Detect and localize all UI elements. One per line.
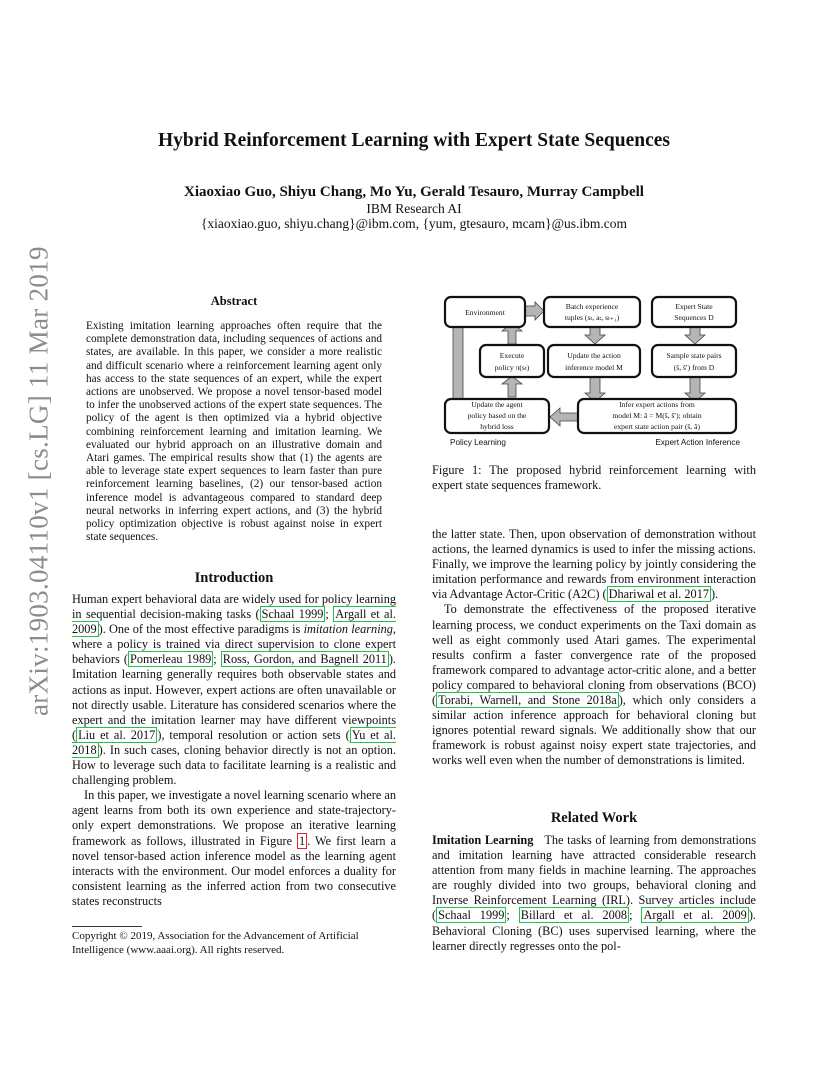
infer-label-3: expert state action pair (ŝ, â) (613, 422, 701, 431)
citation-link[interactable]: Argall et al. 2009 (72, 607, 396, 637)
figure-caption: Figure 1: The proposed hybrid reinforcement learning with expert state sequences framework. (432, 463, 756, 493)
citation-link[interactable]: Ross, Gordon, and Bagnell 2011 (222, 652, 387, 667)
citation-link[interactable]: Yu et al. 2018 (72, 727, 396, 757)
affiliation: IBM Research AI (366, 201, 462, 216)
update-agent-label-2: policy based on the (467, 411, 527, 420)
abstract-text: Existing imitation learning approaches often require that the complete demonstration data, including sequences of actions and states, are available. In this paper, we consider a more realistic and difficult scenario where a reinforcement learning agent only has access to the state sequences of an expert, while the expert actions are unobserved. We propose a novel tensor-based model to infer the unobserved actions of the expert state sequences. The policy of the agent is then optimized via a hybrid objective combining reinforcement learning and imitation learning. We evaluated our hybrid approach on an illustrative domain and Atari games. The empirical results show that (1) the agents are able to leverage state expert sequences to learn faster than pure reinforcement learning baselines, (2) our tensor-based action inference model is advantageous compared to standard deep neural networks in inferring expert actions, and (3) the hybrid policy optimization objective is robust against noise in expert state sequences. (86, 320, 382, 544)
execute-label-1: Execute (499, 351, 525, 360)
batch-label-2: tuples (sₜ, aₜ, sₜ₊₁) (564, 313, 620, 322)
flow-arrow (550, 408, 578, 426)
abstract-heading: Abstract (210, 294, 258, 308)
update-agent-label-1: Update the agent (471, 400, 523, 409)
footnote-rule (72, 926, 142, 927)
execute-policy-box (480, 345, 544, 377)
intro-paragraph-2: In this paper, we investigate a novel learning scenario where an agent learns from both its own experience and state-trajectory-only expert demonstrations. We propose an iterative learning framework as follows, illustrated in Figure 1 . We first learn a novel tensor-based action inference model as the learning agent interacts with the environment. Our model enforces a duality for consistent learning as the inferred action from two consecutive states reconstructs (72, 788, 396, 908)
citation-link[interactable]: Schaal 1999 (438, 908, 505, 923)
infer-label-2: model M: â = M(ŝ, ŝ′); obtain (612, 411, 702, 420)
figure-ref-link[interactable]: 1 (299, 833, 306, 848)
citation-link[interactable]: Dhariwal et al. 2017 (608, 587, 709, 602)
sample-label-2: (ŝ, ŝ′) from D (673, 363, 715, 372)
right-paragraph-2: To demonstrate the effectiveness of the proposed iterative learning process, we conduct experiments on the Taxi domain as well as eight commonly used Atari games. The experimental results confirm a faster convergence rate of the proposed framework compared to advantage actor-critic alone, and a better policy compared to behavioral cloning from observations (BCO) ( Torabi, Warnell, and Stone 2018a ), which only considers a similar action inference approach for behavioral cloning but ignores potential reward signals. We additionally show that our framework is robust against noisy expert state trajectories, and works well even when the number of demonstrations is limited. (432, 602, 756, 768)
batch-label-1: Batch experience (565, 302, 619, 311)
expert-action-inference-label: Expert Action Inference (655, 438, 740, 447)
arxiv-identifier: arXiv:1903.04110v1 [cs.LG] 11 Mar 2019 (23, 246, 54, 716)
environment-label: Environment (465, 308, 505, 317)
right-paragraph-1: the latter state. Then, upon observation of demonstration without actions, the learned dynamics is used to infer the missing actions. Finally, we improve the learning policy by jointly considering the imitation performance and rewards from environment interaction via Advantage Actor-Critic (A2C) ( Dhariwal et al. 2017 ). (432, 527, 756, 602)
update-inf-label-2: inference model M (565, 363, 623, 372)
flow-arrow (449, 322, 467, 406)
sample-label-1: Sample state pairs (666, 351, 722, 360)
author-list: Xiaoxiao Guo, Shiyu Chang, Mo Yu, Gerald Tesauro, Murray Campbell (184, 184, 644, 200)
flow-arrow (525, 302, 544, 320)
related-paragraph-1: Imitation Learning The tasks of learning from demonstrations and imitation learning have attracted considerable research attention from many fields in machine learning. The approaches are roughly divided into two groups, behavioral cloning and Inverse Reinforcement Learning (IRL). Survey articles include ( Schaal 1999 ; Billard et al. 2008 ; Argall et al. 2009 ). Behavioral Cloning (BC) uses supervised learning, where the learner directly regresses onto the pol- (432, 833, 756, 953)
execute-label-2: policy π(sₜ) (494, 363, 530, 372)
related-work-body (432, 833, 756, 954)
copyright-footnote: Copyright © 2019, Association for the Advancement of Artificial Intelligence (www.aaai.org). All rights reserved. (72, 930, 359, 956)
citation-link[interactable]: Liu et al. 2017 (78, 727, 156, 742)
policy-learning-label: Policy Learning (450, 438, 506, 447)
citation-link[interactable]: Pomerleau 1989 (129, 652, 212, 667)
citation-link[interactable]: Schaal 1999 (261, 607, 324, 622)
introduction-heading: Introduction (194, 570, 274, 586)
citation-link[interactable]: Torabi, Warnell, and Stone 2018a (438, 693, 617, 708)
related-work-heading: Related Work (550, 810, 638, 826)
citation-link[interactable]: Billard et al. 2008 (520, 908, 628, 923)
introduction-body (72, 592, 396, 909)
expert-label-2: Sequences D (674, 313, 714, 322)
intro-paragraph-1: Human expert behavioral data are widely used for policy learning in sequential decision-making tasks ( Schaal 1999 ; Argall et al. 2009 ). One of the most effective paradigms is imitation learning, where a policy is trained via direct supervision to clone expert behaviors ( Pomerleau 1989 ; Ross, Gordon, and Bagnell 2011 ). Imitation learning generally requires both observable states and actions as input. However, expert actions are often unavailable or not directly usable. Literature has considered scenarios where the expert and the imitation learner may have different viewpoints ( Liu et al. 2017 ), temporal resolution or action sets ( Yu et al. 2018 ). In such cases, cloning behavior directly is not an option. How to leverage such data to facilitate learning is a realistic and challenging problem. (72, 592, 396, 788)
paper-title: Hybrid Reinforcement Learning with Expert State Sequences (157, 130, 671, 151)
citation-link[interactable]: Argall et al. 2009 (643, 908, 747, 923)
update-inference-box (548, 345, 640, 377)
imitation-learning-runin: Imitation Learning (432, 833, 534, 847)
sample-state-box (652, 345, 736, 377)
author-emails: {xiaoxiao.guo, shiyu.chang}@ibm.com, {yum, gtesauro, mcam}@us.ibm.com (200, 216, 628, 231)
right-column-body (432, 527, 756, 769)
update-inf-label-1: Update the action (567, 351, 621, 360)
update-agent-label-3: hybrid loss (480, 422, 514, 431)
expert-label-1: Expert State (675, 302, 713, 311)
framework-figure (440, 293, 756, 451)
flow-arrow (502, 376, 522, 397)
infer-label-1: Infer expert actions from (619, 400, 695, 409)
